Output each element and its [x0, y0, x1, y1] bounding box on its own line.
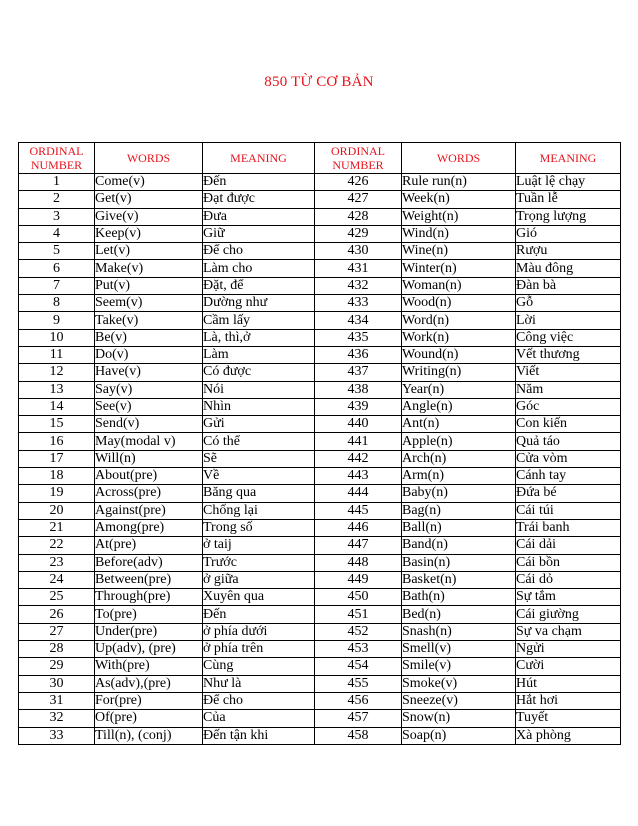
word-right: Smoke(v) [402, 675, 516, 692]
word-right: Angle(n) [402, 398, 516, 415]
table-row [19, 710, 621, 727]
ordinal-number-left: 27 [19, 623, 95, 640]
word-right: Smell(v) [402, 641, 516, 658]
meaning-right: Xà phòng [516, 727, 621, 744]
word-left: Give(v) [95, 208, 203, 225]
ordinal-number-left: 32 [19, 710, 95, 727]
ordinal-number-left: 6 [19, 260, 95, 277]
ordinal-number-right: 450 [315, 589, 402, 606]
meaning-right: Góc [516, 398, 621, 415]
word-left: Between(pre) [95, 571, 203, 588]
ordinal-number-right: 443 [315, 468, 402, 485]
meaning-right: Trọng lượng [516, 208, 621, 225]
word-left: Before(adv) [95, 554, 203, 571]
word-right: Smile(v) [402, 658, 516, 675]
header-meaning-right: MEANING [516, 143, 621, 174]
ordinal-number-right: 451 [315, 606, 402, 623]
meaning-left: Làm cho [203, 260, 315, 277]
meaning-right: Con kiến [516, 416, 621, 433]
ordinal-number-right: 440 [315, 416, 402, 433]
word-left: About(pre) [95, 468, 203, 485]
ordinal-number-left: 25 [19, 589, 95, 606]
word-left: At(pre) [95, 537, 203, 554]
meaning-right: Cái giường [516, 606, 621, 623]
meaning-right: Lời [516, 312, 621, 329]
table-row [19, 295, 621, 312]
ordinal-number-left: 23 [19, 554, 95, 571]
meaning-left: Giữ [203, 225, 315, 242]
word-left: Come(v) [95, 174, 203, 191]
word-left: Up(adv), (pre) [95, 641, 203, 658]
ordinal-number-left: 11 [19, 346, 95, 363]
table-row [19, 364, 621, 381]
meaning-left: Như là [203, 675, 315, 692]
word-left: Make(v) [95, 260, 203, 277]
word-right: Wine(n) [402, 243, 516, 260]
meaning-left: Là, thì,ở [203, 329, 315, 346]
meaning-right: Quả táo [516, 433, 621, 450]
table-header-row [19, 143, 621, 174]
word-left: Let(v) [95, 243, 203, 260]
ordinal-number-left: 26 [19, 606, 95, 623]
table-row [19, 571, 621, 588]
word-right: Arch(n) [402, 450, 516, 467]
meaning-right: Cửa vòm [516, 450, 621, 467]
meaning-right: Công việc [516, 329, 621, 346]
word-right: Soap(n) [402, 727, 516, 744]
meaning-right: Gỗ [516, 295, 621, 312]
table-row [19, 398, 621, 415]
ordinal-number-right: 446 [315, 519, 402, 536]
table-row [19, 243, 621, 260]
word-right: Snow(n) [402, 710, 516, 727]
meaning-left: Trước [203, 554, 315, 571]
word-right: Basket(n) [402, 571, 516, 588]
ordinal-number-right: 429 [315, 225, 402, 242]
word-right: Week(n) [402, 191, 516, 208]
word-left: As(adv),(pre) [95, 675, 203, 692]
word-right: Basin(n) [402, 554, 516, 571]
meaning-left: Cùng [203, 658, 315, 675]
ordinal-number-left: 10 [19, 329, 95, 346]
word-left: Till(n), (conj) [95, 727, 203, 744]
table-row [19, 260, 621, 277]
table-row [19, 416, 621, 433]
meaning-left: Có thể [203, 433, 315, 450]
ordinal-number-right: 448 [315, 554, 402, 571]
word-right: Winter(n) [402, 260, 516, 277]
meaning-left: Xuyên qua [203, 589, 315, 606]
table-row [19, 450, 621, 467]
word-left: Take(v) [95, 312, 203, 329]
ordinal-number-left: 15 [19, 416, 95, 433]
meaning-left: Đến tận khi [203, 727, 315, 744]
ordinal-number-right: 458 [315, 727, 402, 744]
word-left: Through(pre) [95, 589, 203, 606]
word-right: Weight(n) [402, 208, 516, 225]
ordinal-number-right: 434 [315, 312, 402, 329]
table-row [19, 519, 621, 536]
table-row [19, 727, 621, 744]
table-row [19, 623, 621, 640]
meaning-left: Cầm lấy [203, 312, 315, 329]
ordinal-number-right: 455 [315, 675, 402, 692]
meaning-left: Để cho [203, 243, 315, 260]
table-row [19, 225, 621, 242]
word-right: Woman(n) [402, 277, 516, 294]
ordinal-number-right: 432 [315, 277, 402, 294]
table-row [19, 641, 621, 658]
word-left: Of(pre) [95, 710, 203, 727]
word-right: Wood(n) [402, 295, 516, 312]
word-right: Ant(n) [402, 416, 516, 433]
word-right: Snash(n) [402, 623, 516, 640]
header-ordinal-number-left: ORDINAL NUMBER [19, 143, 95, 174]
table-row [19, 537, 621, 554]
word-right: Ball(n) [402, 519, 516, 536]
meaning-left: ở taij [203, 537, 315, 554]
meaning-right: Vết thương [516, 346, 621, 363]
header-ordinal-number-right: ORDINAL NUMBER [315, 143, 402, 174]
ordinal-number-left: 18 [19, 468, 95, 485]
header-words-right: WORDS [402, 143, 516, 174]
word-left: With(pre) [95, 658, 203, 675]
meaning-right: Rượu [516, 243, 621, 260]
word-left: Send(v) [95, 416, 203, 433]
table-row [19, 502, 621, 519]
meaning-right: Trái banh [516, 519, 621, 536]
meaning-left: Nhìn [203, 398, 315, 415]
ordinal-number-left: 28 [19, 641, 95, 658]
ordinal-number-left: 19 [19, 485, 95, 502]
table-row [19, 381, 621, 398]
meaning-left: Để cho [203, 692, 315, 709]
word-left: Say(v) [95, 381, 203, 398]
word-right: Baby(n) [402, 485, 516, 502]
word-right: Year(n) [402, 381, 516, 398]
word-right: Arm(n) [402, 468, 516, 485]
word-left: Will(n) [95, 450, 203, 467]
meaning-right: Tuần lễ [516, 191, 621, 208]
ordinal-number-right: 453 [315, 641, 402, 658]
meaning-left: Làm [203, 346, 315, 363]
word-left: Keep(v) [95, 225, 203, 242]
meaning-left: Của [203, 710, 315, 727]
vocabulary-table [18, 142, 621, 745]
meaning-left: ở phía dưới [203, 623, 315, 640]
table-row [19, 554, 621, 571]
meaning-right: Cái dải [516, 537, 621, 554]
ordinal-number-left: 33 [19, 727, 95, 744]
meaning-right: Tuyết [516, 710, 621, 727]
word-right: Work(n) [402, 329, 516, 346]
ordinal-number-right: 452 [315, 623, 402, 640]
meaning-right: Màu đông [516, 260, 621, 277]
ordinal-number-right: 439 [315, 398, 402, 415]
word-left: For(pre) [95, 692, 203, 709]
meaning-left: Đến [203, 606, 315, 623]
ordinal-number-right: 426 [315, 174, 402, 191]
word-right: Bed(n) [402, 606, 516, 623]
ordinal-number-right: 428 [315, 208, 402, 225]
word-left: Do(v) [95, 346, 203, 363]
meaning-left: Có được [203, 364, 315, 381]
ordinal-number-left: 30 [19, 675, 95, 692]
meaning-right: Cười [516, 658, 621, 675]
word-left: Against(pre) [95, 502, 203, 519]
ordinal-number-left: 12 [19, 364, 95, 381]
word-left: Be(v) [95, 329, 203, 346]
word-right: Bag(n) [402, 502, 516, 519]
table-row [19, 312, 621, 329]
meaning-right: Hút [516, 675, 621, 692]
ordinal-number-right: 447 [315, 537, 402, 554]
meaning-left: Chống lại [203, 502, 315, 519]
word-right: Sneeze(v) [402, 692, 516, 709]
word-right: Band(n) [402, 537, 516, 554]
ordinal-number-right: 431 [315, 260, 402, 277]
word-left: Have(v) [95, 364, 203, 381]
page-title: 850 TỪ CƠ BẢN [264, 74, 374, 90]
ordinal-number-left: 8 [19, 295, 95, 312]
word-right: Rule run(n) [402, 174, 516, 191]
ordinal-number-right: 433 [315, 295, 402, 312]
ordinal-number-right: 437 [315, 364, 402, 381]
table-row [19, 675, 621, 692]
table-row [19, 329, 621, 346]
meaning-left: Đưa [203, 208, 315, 225]
meaning-left: Về [203, 468, 315, 485]
ordinal-number-right: 454 [315, 658, 402, 675]
ordinal-number-left: 1 [19, 174, 95, 191]
meaning-right: Đứa bé [516, 485, 621, 502]
meaning-left: Dường như [203, 295, 315, 312]
word-right: Apple(n) [402, 433, 516, 450]
meaning-right: Gió [516, 225, 621, 242]
word-right: Wind(n) [402, 225, 516, 242]
meaning-left: Sẽ [203, 450, 315, 467]
ordinal-number-left: 13 [19, 381, 95, 398]
ordinal-number-right: 438 [315, 381, 402, 398]
word-right: Wound(n) [402, 346, 516, 363]
ordinal-number-right: 457 [315, 710, 402, 727]
word-right: Bath(n) [402, 589, 516, 606]
word-left: Get(v) [95, 191, 203, 208]
ordinal-number-right: 449 [315, 571, 402, 588]
meaning-right: Cái bồn [516, 554, 621, 571]
meaning-right: Luật lệ chạy [516, 174, 621, 191]
word-left: Among(pre) [95, 519, 203, 536]
ordinal-number-left: 4 [19, 225, 95, 242]
ordinal-number-right: 436 [315, 346, 402, 363]
meaning-right: Hắt hơi [516, 692, 621, 709]
meaning-left: Đạt được [203, 191, 315, 208]
ordinal-number-left: 14 [19, 398, 95, 415]
meaning-left: Nói [203, 381, 315, 398]
meaning-left: Gửi [203, 416, 315, 433]
ordinal-number-left: 7 [19, 277, 95, 294]
ordinal-number-left: 31 [19, 692, 95, 709]
meaning-right: Cái túi [516, 502, 621, 519]
table-row [19, 485, 621, 502]
ordinal-number-right: 442 [315, 450, 402, 467]
meaning-left: Đặt, để [203, 277, 315, 294]
table-body [19, 174, 621, 745]
ordinal-number-left: 17 [19, 450, 95, 467]
ordinal-number-left: 29 [19, 658, 95, 675]
word-left: See(v) [95, 398, 203, 415]
ordinal-number-left: 22 [19, 537, 95, 554]
word-left: May(modal v) [95, 433, 203, 450]
meaning-left: ở phía trên [203, 641, 315, 658]
word-left: Across(pre) [95, 485, 203, 502]
meaning-left: Băng qua [203, 485, 315, 502]
table-row [19, 174, 621, 191]
table-row [19, 277, 621, 294]
table-row [19, 208, 621, 225]
ordinal-number-right: 445 [315, 502, 402, 519]
meaning-left: Đến [203, 174, 315, 191]
meaning-left: Trong số [203, 519, 315, 536]
table-row [19, 692, 621, 709]
table-row [19, 606, 621, 623]
table-row [19, 346, 621, 363]
ordinal-number-left: 21 [19, 519, 95, 536]
table-row [19, 468, 621, 485]
meaning-right: Sự tắm [516, 589, 621, 606]
table-row [19, 589, 621, 606]
meaning-right: Sự va chạm [516, 623, 621, 640]
ordinal-number-left: 9 [19, 312, 95, 329]
word-left: To(pre) [95, 606, 203, 623]
meaning-right: Năm [516, 381, 621, 398]
header-words-left: WORDS [95, 143, 203, 174]
word-right: Writing(n) [402, 364, 516, 381]
ordinal-number-left: 2 [19, 191, 95, 208]
ordinal-number-right: 430 [315, 243, 402, 260]
ordinal-number-left: 24 [19, 571, 95, 588]
meaning-right: Đàn bà [516, 277, 621, 294]
meaning-left: ở giữa [203, 571, 315, 588]
ordinal-number-right: 444 [315, 485, 402, 502]
word-right: Word(n) [402, 312, 516, 329]
ordinal-number-left: 3 [19, 208, 95, 225]
ordinal-number-left: 16 [19, 433, 95, 450]
word-left: Under(pre) [95, 623, 203, 640]
meaning-right: Ngửi [516, 641, 621, 658]
meaning-right: Cái dỏ [516, 571, 621, 588]
ordinal-number-left: 5 [19, 243, 95, 260]
ordinal-number-right: 456 [315, 692, 402, 709]
ordinal-number-right: 435 [315, 329, 402, 346]
table-row [19, 658, 621, 675]
ordinal-number-left: 20 [19, 502, 95, 519]
word-left: Seem(v) [95, 295, 203, 312]
ordinal-number-right: 441 [315, 433, 402, 450]
header-meaning-left: MEANING [203, 143, 315, 174]
meaning-right: Cánh tay [516, 468, 621, 485]
meaning-right: Viết [516, 364, 621, 381]
table-row [19, 433, 621, 450]
word-left: Put(v) [95, 277, 203, 294]
ordinal-number-right: 427 [315, 191, 402, 208]
table-row [19, 191, 621, 208]
